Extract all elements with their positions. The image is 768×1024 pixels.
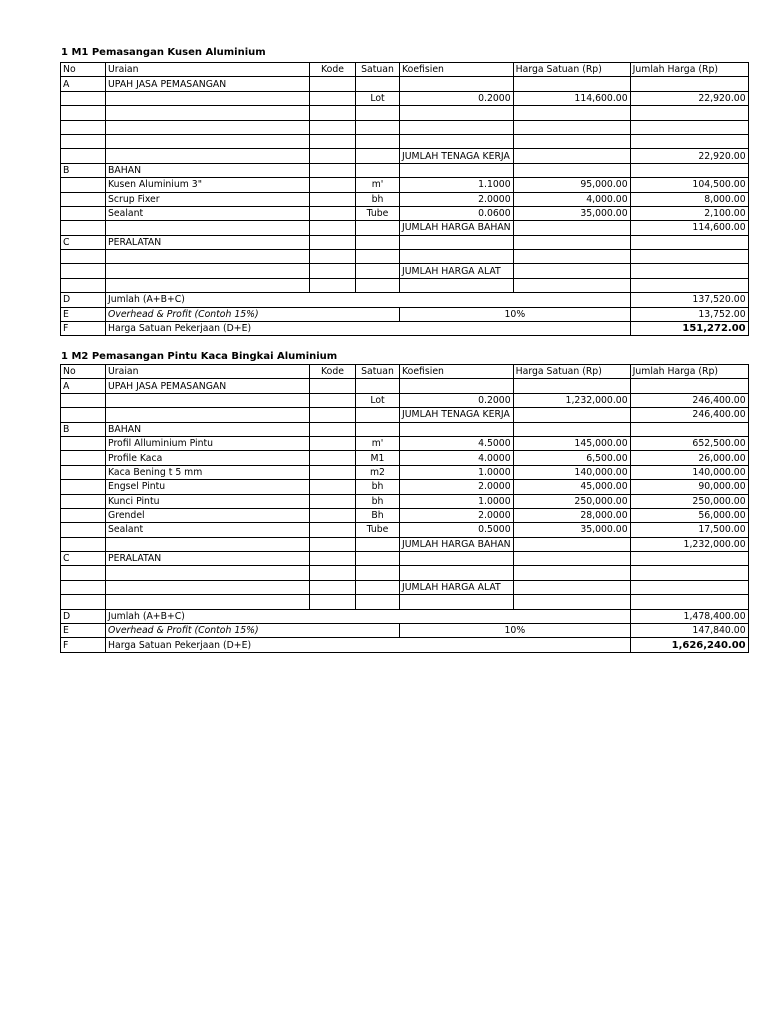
cell-kode [310, 235, 356, 249]
cell-harga [513, 235, 630, 249]
table-row [61, 178, 749, 192]
cell-kode [310, 552, 356, 566]
column-header: Uraian [106, 365, 310, 379]
cell-jumlah [630, 235, 748, 249]
cell-kode [310, 580, 356, 594]
cell-uraian [106, 595, 310, 609]
cell-jumlah: 56,000.00 [630, 508, 748, 522]
cell-kode [310, 149, 356, 163]
cell-harga [513, 250, 630, 264]
cell-uraian [106, 106, 310, 120]
cell-no [61, 134, 106, 148]
cell-harga [513, 77, 630, 91]
cell-koef [400, 379, 514, 393]
cell-no [61, 436, 106, 450]
cell-no: D [61, 293, 106, 307]
cell-satuan [356, 250, 400, 264]
cell-uraian [106, 393, 310, 407]
cell-jumlah [630, 134, 748, 148]
cell-satuan: bh [356, 192, 400, 206]
summary-row-d [61, 609, 749, 623]
cell-uraian [106, 221, 310, 235]
cell-satuan: m' [356, 178, 400, 192]
cell-no: C [61, 235, 106, 249]
cell-harga: 95,000.00 [513, 178, 630, 192]
cell-no [61, 523, 106, 537]
cell-harga [513, 580, 630, 594]
cell-satuan [356, 595, 400, 609]
cell-harga: 45,000.00 [513, 480, 630, 494]
section-1-title: 1 M1 Pemasangan Kusen Aluminium [61, 47, 266, 58]
cell-uraian [106, 250, 310, 264]
cell-koef [400, 422, 514, 436]
cell-no [61, 278, 106, 292]
cell-uraian: Kusen Aluminium 3" [106, 178, 310, 192]
cell-kode [310, 264, 356, 278]
cell-koef: 2.0000 [400, 480, 514, 494]
cell-harga: 6,500.00 [513, 451, 630, 465]
table-row [61, 523, 749, 537]
cell-satuan [356, 106, 400, 120]
cell-kode [310, 508, 356, 522]
summary-row-f [61, 322, 749, 336]
table-row [61, 163, 749, 177]
cell-no [61, 393, 106, 407]
cell-koef: JUMLAH HARGA BAHAN [400, 221, 514, 235]
cell-koef: 2.0000 [400, 508, 514, 522]
cell-koef: JUMLAH HARGA ALAT [400, 264, 514, 278]
cell-jumlah: 114,600.00 [630, 221, 748, 235]
cell-kode [310, 221, 356, 235]
cell-kode [310, 91, 356, 105]
cell-no: F [61, 638, 106, 652]
cell-uraian [106, 120, 310, 134]
cell-kode [310, 178, 356, 192]
cell-satuan: Lot [356, 393, 400, 407]
cell-koef [400, 134, 514, 148]
cell-no [61, 120, 106, 134]
table-row [61, 120, 749, 134]
cell-label: Overhead & Profit (Contoh 15%) [106, 307, 400, 321]
cell-satuan: M1 [356, 451, 400, 465]
cell-jumlah [630, 250, 748, 264]
cell-satuan: m2 [356, 465, 400, 479]
cell-jumlah [630, 106, 748, 120]
table-row [61, 77, 749, 91]
cell-jumlah [630, 422, 748, 436]
column-header: Kode [310, 365, 356, 379]
cell-no [61, 264, 106, 278]
column-header: Jumlah Harga (Rp) [630, 365, 748, 379]
cell-satuan [356, 566, 400, 580]
cell-satuan [356, 264, 400, 278]
cell-jumlah: 22,920.00 [630, 149, 748, 163]
cell-harga: 35,000.00 [513, 523, 630, 537]
table-row [61, 134, 749, 148]
cell-uraian: Grendel [106, 508, 310, 522]
cell-satuan [356, 580, 400, 594]
column-header: Satuan [356, 63, 400, 77]
cell-uraian: Profil Alluminium Pintu [106, 436, 310, 450]
cell-no: A [61, 77, 106, 91]
table-row [61, 580, 749, 594]
cell-jumlah [630, 120, 748, 134]
cell-satuan: Lot [356, 91, 400, 105]
cell-koef [400, 163, 514, 177]
cell-harga [513, 595, 630, 609]
cell-jumlah: 140,000.00 [630, 465, 748, 479]
cell-no [61, 480, 106, 494]
cell-no [61, 91, 106, 105]
cell-uraian [106, 278, 310, 292]
table-row [61, 221, 749, 235]
cell-label: Harga Satuan Pekerjaan (D+E) [106, 638, 631, 652]
cell-harga [513, 221, 630, 235]
table-row [61, 537, 749, 551]
cell-satuan [356, 537, 400, 551]
table-row [61, 480, 749, 494]
table-row [61, 494, 749, 508]
cell-harga: 250,000.00 [513, 494, 630, 508]
cell-jumlah [630, 163, 748, 177]
cell-koef [400, 552, 514, 566]
cell-satuan [356, 278, 400, 292]
cell-total: 151,272.00 [630, 322, 748, 336]
cell-satuan [356, 235, 400, 249]
cell-jumlah: 13,752.00 [630, 307, 748, 321]
cell-uraian: UPAH JASA PEMASANGAN [106, 77, 310, 91]
column-header: Jumlah Harga (Rp) [630, 63, 748, 77]
cell-kode [310, 451, 356, 465]
cell-kode [310, 494, 356, 508]
cell-no [61, 465, 106, 479]
cell-kode [310, 250, 356, 264]
cell-uraian [106, 408, 310, 422]
cell-satuan [356, 77, 400, 91]
table-row [61, 408, 749, 422]
header-row [61, 63, 749, 77]
cell-satuan [356, 379, 400, 393]
cell-koef [400, 106, 514, 120]
cell-uraian [106, 264, 310, 278]
cell-percent: 10% [400, 624, 631, 638]
cell-satuan [356, 120, 400, 134]
cell-uraian: PERALATAN [106, 235, 310, 249]
table-row [61, 91, 749, 105]
cell-no: D [61, 609, 106, 623]
cell-total: 1,626,240.00 [630, 638, 748, 652]
table-row [61, 393, 749, 407]
summary-row-e [61, 624, 749, 638]
cell-jumlah [630, 580, 748, 594]
header-row [61, 365, 749, 379]
table-row [61, 149, 749, 163]
cell-kode [310, 134, 356, 148]
cell-jumlah [630, 595, 748, 609]
cell-harga [513, 379, 630, 393]
column-header: Koefisien [400, 365, 514, 379]
cell-no: B [61, 422, 106, 436]
cell-uraian: Profile Kaca [106, 451, 310, 465]
cell-label: Jumlah (A+B+C) [106, 609, 631, 623]
cell-jumlah: 90,000.00 [630, 480, 748, 494]
cell-no [61, 106, 106, 120]
cell-no: B [61, 163, 106, 177]
cell-koef: 2.0000 [400, 192, 514, 206]
cell-uraian: Sealant [106, 206, 310, 220]
cell-no [61, 508, 106, 522]
column-header: Harga Satuan (Rp) [513, 365, 630, 379]
cell-harga [513, 163, 630, 177]
cell-koef: 1.0000 [400, 465, 514, 479]
column-header: No [61, 63, 106, 77]
cell-no: F [61, 322, 106, 336]
cell-harga: 145,000.00 [513, 436, 630, 450]
cell-uraian: UPAH JASA PEMASANGAN [106, 379, 310, 393]
cell-no: C [61, 552, 106, 566]
cell-jumlah [630, 77, 748, 91]
cell-satuan: m' [356, 436, 400, 450]
cell-kode [310, 163, 356, 177]
column-header: No [61, 365, 106, 379]
cell-satuan [356, 552, 400, 566]
cell-harga [513, 552, 630, 566]
cell-label: Overhead & Profit (Contoh 15%) [106, 624, 400, 638]
column-header: Koefisien [400, 63, 514, 77]
cell-no [61, 250, 106, 264]
table-row [61, 206, 749, 220]
cell-jumlah [630, 264, 748, 278]
cell-uraian [106, 134, 310, 148]
cell-jumlah: 147,840.00 [630, 624, 748, 638]
cell-kode [310, 77, 356, 91]
cell-harga [513, 149, 630, 163]
cell-harga: 28,000.00 [513, 508, 630, 522]
cell-kode [310, 523, 356, 537]
cell-uraian: Engsel Pintu [106, 480, 310, 494]
cell-uraian [106, 149, 310, 163]
cell-kode [310, 408, 356, 422]
table-row [61, 264, 749, 278]
table-row [61, 566, 749, 580]
cell-jumlah: 246,400.00 [630, 393, 748, 407]
cell-koef: 1.0000 [400, 494, 514, 508]
cell-no [61, 178, 106, 192]
cell-no [61, 537, 106, 551]
cell-label: Jumlah (A+B+C) [106, 293, 631, 307]
column-header: Satuan [356, 365, 400, 379]
cell-kode [310, 537, 356, 551]
cell-uraian: Sealant [106, 523, 310, 537]
cell-harga [513, 106, 630, 120]
cell-jumlah [630, 552, 748, 566]
cell-koef: 4.0000 [400, 451, 514, 465]
table-row [61, 278, 749, 292]
cell-satuan [356, 134, 400, 148]
cell-kode [310, 422, 356, 436]
summary-row-f [61, 638, 749, 652]
cell-harga: 1,232,000.00 [513, 393, 630, 407]
cell-jumlah [630, 278, 748, 292]
cell-koef: JUMLAH TENAGA KERJA [400, 149, 514, 163]
cell-jumlah: 22,920.00 [630, 91, 748, 105]
cell-koef: 0.0600 [400, 206, 514, 220]
cell-jumlah: 246,400.00 [630, 408, 748, 422]
table-row [61, 451, 749, 465]
table-row [61, 379, 749, 393]
table-row [61, 422, 749, 436]
cell-satuan: bh [356, 480, 400, 494]
cell-uraian [106, 91, 310, 105]
column-header: Harga Satuan (Rp) [513, 63, 630, 77]
cell-satuan: Tube [356, 523, 400, 537]
cell-koef [400, 77, 514, 91]
cell-jumlah: 1,232,000.00 [630, 537, 748, 551]
section-1-table [60, 62, 749, 336]
cell-percent: 10% [400, 307, 631, 321]
cell-no [61, 494, 106, 508]
cell-no [61, 206, 106, 220]
cell-satuan [356, 221, 400, 235]
summary-row-e [61, 307, 749, 321]
cell-satuan: Bh [356, 508, 400, 522]
cell-koef: JUMLAH HARGA ALAT [400, 580, 514, 594]
cell-uraian: PERALATAN [106, 552, 310, 566]
cell-uraian: BAHAN [106, 163, 310, 177]
cell-harga [513, 408, 630, 422]
cell-harga [513, 264, 630, 278]
cell-no: E [61, 624, 106, 638]
cell-no [61, 580, 106, 594]
cell-satuan [356, 149, 400, 163]
cell-jumlah [630, 566, 748, 580]
cell-koef [400, 120, 514, 134]
cell-harga [513, 422, 630, 436]
summary-row-d [61, 293, 749, 307]
cell-satuan: bh [356, 494, 400, 508]
cell-kode [310, 278, 356, 292]
cell-kode [310, 480, 356, 494]
cell-uraian: Scrup Fixer [106, 192, 310, 206]
cell-uraian: Kaca Bening t 5 mm [106, 465, 310, 479]
cell-satuan [356, 408, 400, 422]
cell-satuan [356, 163, 400, 177]
cell-jumlah [630, 379, 748, 393]
cell-jumlah: 1,478,400.00 [630, 609, 748, 623]
cell-label: Harga Satuan Pekerjaan (D+E) [106, 322, 631, 336]
cell-harga: 140,000.00 [513, 465, 630, 479]
cell-harga: 114,600.00 [513, 91, 630, 105]
cell-jumlah: 104,500.00 [630, 178, 748, 192]
cell-no: E [61, 307, 106, 321]
cell-koef [400, 595, 514, 609]
cell-kode [310, 106, 356, 120]
cell-no [61, 149, 106, 163]
cell-harga [513, 278, 630, 292]
cell-koef: 0.2000 [400, 91, 514, 105]
cell-harga [513, 120, 630, 134]
cell-jumlah: 17,500.00 [630, 523, 748, 537]
cell-kode [310, 465, 356, 479]
table-row [61, 192, 749, 206]
cell-no: A [61, 379, 106, 393]
cell-kode [310, 436, 356, 450]
cell-koef [400, 566, 514, 580]
cell-kode [310, 120, 356, 134]
table-row [61, 250, 749, 264]
section-2-title: 1 M2 Pemasangan Pintu Kaca Bingkai Aluminium [61, 351, 338, 362]
cell-jumlah: 8,000.00 [630, 192, 748, 206]
cell-koef: JUMLAH TENAGA KERJA [400, 408, 514, 422]
cell-harga: 4,000.00 [513, 192, 630, 206]
table-row [61, 508, 749, 522]
cell-koef [400, 250, 514, 264]
cell-harga [513, 134, 630, 148]
table-row [61, 465, 749, 479]
cell-koef [400, 278, 514, 292]
cell-no [61, 595, 106, 609]
cell-jumlah: 2,100.00 [630, 206, 748, 220]
cell-satuan [356, 422, 400, 436]
cell-koef: 0.5000 [400, 523, 514, 537]
cell-satuan: Tube [356, 206, 400, 220]
cell-no [61, 221, 106, 235]
table-row [61, 595, 749, 609]
cell-kode [310, 393, 356, 407]
cell-koef: JUMLAH HARGA BAHAN [400, 537, 514, 551]
cell-koef: 0.2000 [400, 393, 514, 407]
cell-kode [310, 379, 356, 393]
cell-kode [310, 566, 356, 580]
cell-kode [310, 595, 356, 609]
table-row [61, 436, 749, 450]
cell-no [61, 451, 106, 465]
cell-kode [310, 206, 356, 220]
cell-harga [513, 537, 630, 551]
cell-jumlah: 137,520.00 [630, 293, 748, 307]
cell-harga [513, 566, 630, 580]
cell-no [61, 566, 106, 580]
cell-jumlah: 26,000.00 [630, 451, 748, 465]
cell-uraian [106, 580, 310, 594]
cell-jumlah: 652,500.00 [630, 436, 748, 450]
cell-kode [310, 192, 356, 206]
cell-harga: 35,000.00 [513, 206, 630, 220]
column-header: Uraian [106, 63, 310, 77]
cell-no [61, 192, 106, 206]
cell-koef [400, 235, 514, 249]
cell-uraian: Kunci Pintu [106, 494, 310, 508]
table-row [61, 106, 749, 120]
cell-koef: 1.1000 [400, 178, 514, 192]
cell-uraian [106, 537, 310, 551]
column-header: Kode [310, 63, 356, 77]
cell-koef: 4.5000 [400, 436, 514, 450]
table-row [61, 235, 749, 249]
cell-uraian [106, 566, 310, 580]
section-2-table [60, 364, 749, 653]
cell-no [61, 408, 106, 422]
cell-uraian: BAHAN [106, 422, 310, 436]
cell-jumlah: 250,000.00 [630, 494, 748, 508]
table-row [61, 552, 749, 566]
